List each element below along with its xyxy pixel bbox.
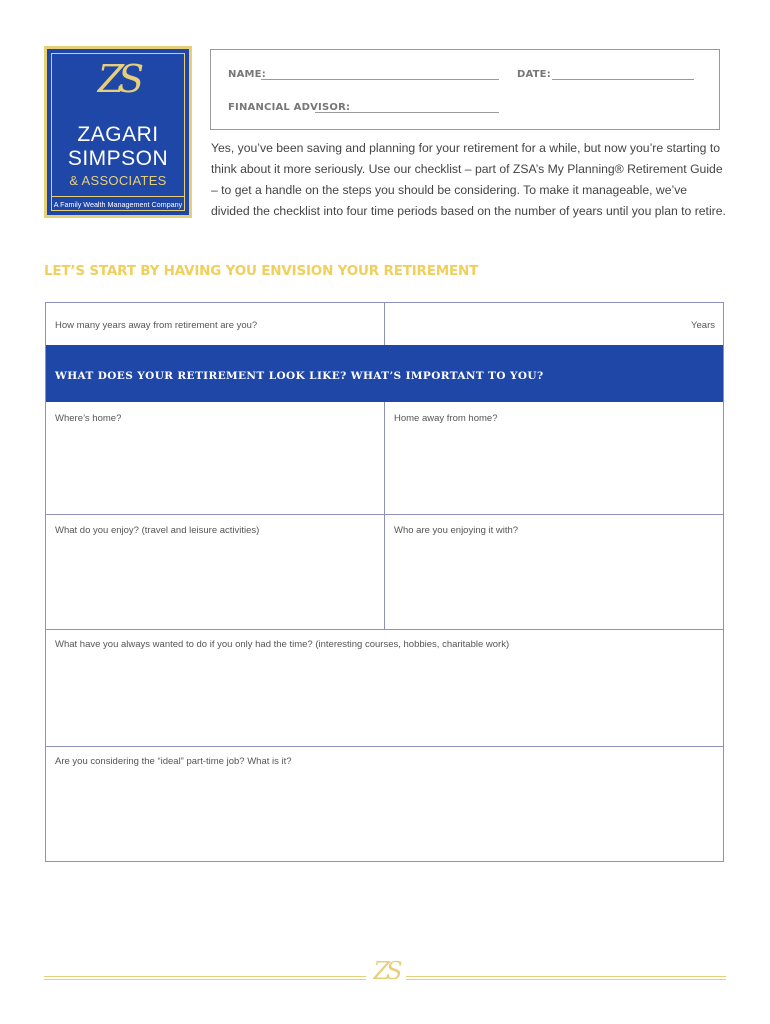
home-question-label: Where’s home? [55, 413, 122, 424]
section-title: LET’S START BY HAVING YOU ENVISION YOUR RETIREMENT [44, 263, 479, 279]
home-away-question-label: Home away from home? [394, 413, 498, 424]
date-label: DATE: [517, 69, 551, 80]
name-field[interactable] [261, 79, 499, 80]
banner-text: WHAT DOES YOUR RETIREMENT LOOK LIKE? WHAT’S IMPORTANT TO YOU? [55, 370, 544, 382]
years-input[interactable] [385, 303, 724, 345]
footer-rule-left [44, 979, 366, 980]
date-field[interactable] [552, 79, 694, 80]
enjoy-question-label: What do you enjoy? (travel and leisure activities) [55, 525, 260, 536]
logo-tagline: A Family Wealth Management Company [52, 196, 184, 209]
company-logo [44, 46, 192, 218]
always-wanted-question-label: What have you always wanted to do if you only had the time? (interesting courses, hobbies, charitable work) [55, 639, 510, 650]
footer-monogram: ZS [373, 957, 399, 985]
part-time-question-label: Are you considering the “ideal” part-time job? What is it? [55, 756, 292, 767]
financial-advisor-label: FINANCIAL ADVISOR: [228, 102, 351, 113]
intro-paragraph: Yes, you’ve been saving and planning for your retirement for a while, but now you’re starting to think about it more seriously. Use our checklist – part of ZSA’s My Planning® Retirement Guide – to get a handle on the steps you should be considering. To make it manageable, we’ve divided the checklist into four time periods based on the number of years until you plan to retire. [211, 141, 726, 218]
years-unit-label: Years [691, 320, 715, 331]
logo-line-simpson: SIMPSON [67, 147, 169, 170]
footer-rule-right [406, 976, 726, 977]
logo-line-associates: & ASSOCIATES [69, 173, 167, 188]
footer-rule-right [406, 979, 726, 980]
footer-rule-left [44, 976, 366, 977]
question-banner [46, 345, 723, 402]
years-question-label: How many years away from retirement are you? [55, 320, 258, 331]
client-info-box [210, 49, 720, 130]
enjoy-with-question-label: Who are you enjoying it with? [394, 525, 519, 536]
name-label: NAME: [228, 69, 266, 80]
logo-monogram: ZS [97, 57, 139, 101]
retirement-form [45, 302, 724, 862]
financial-advisor-field[interactable] [315, 112, 499, 113]
logo-line-zagari: ZAGARI [77, 123, 159, 146]
